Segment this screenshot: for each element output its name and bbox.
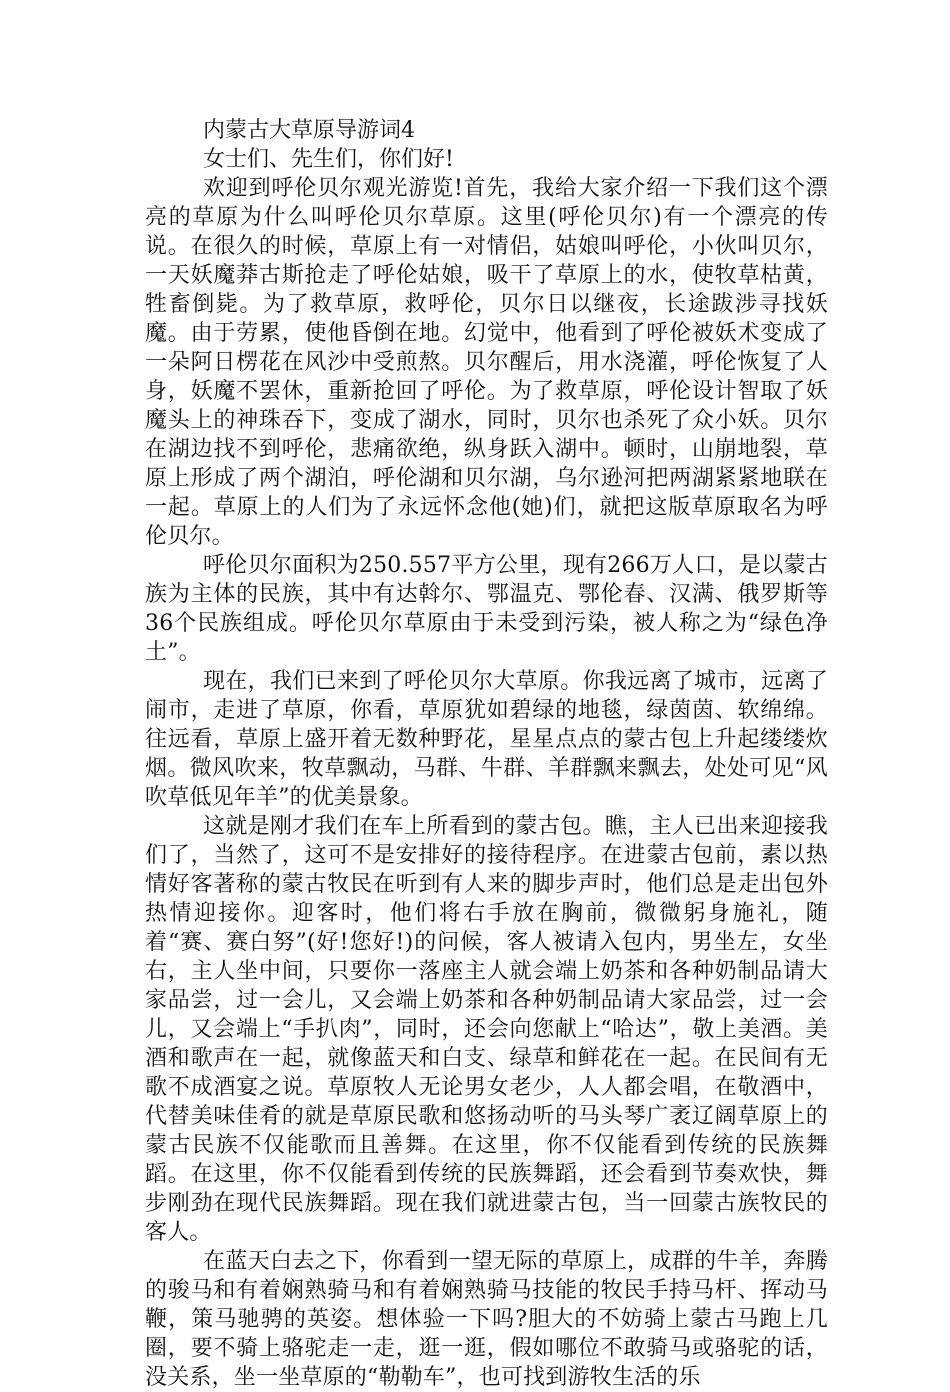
document-page bbox=[145, 116, 828, 1392]
paragraph-area-population: 呼伦贝尔面积为250.557平方公里，现有266万人口，是以蒙古族为主体的民族，其中有达斡尔、鄂温克、鄂伦春、汉满、俄罗斯等36个民族组成。呼伦贝尔草原由于未受到污染，被人称之为“绿色净土”。 bbox=[145, 553, 828, 665]
paragraph-yurt-welcome: 这就是刚才我们在车上所看到的蒙古包。瞧，主人已出来迎接我们了，当然了，这可不是安排好的接待程序。在进蒙古包前，素以热情好客著称的蒙古牧民在听到有人来的脚步声时，他们总是走出包外热情迎接你。迎客时，他们将右手放在胸前，微微躬身施礼，随着“赛、赛白努”(好!您好!)的问候，客人被请入包内，男坐左，女坐右，主人坐中间，只要你一落座主人就会端上奶茶和各种奶制品请大家品尝，过一会儿，又会端上奶茶和各种奶制品请大家品尝，过一会儿，又会端上“手扒肉”，同时，还会向您献上“哈达”，敬上美酒。美酒和歌声在一起，就像蓝天和白支、绿草和鲜花在一起。在民间有无歌不成酒宴之说。草原牧人无论男女老少，人人都会唱，在敬酒中，代替美味佳肴的就是草原民歌和悠扬动听的马头琴广袤辽阔草原上的蒙古民族不仅能歌而且善舞。在这里，你不仅能看到传统的民族舞蹈。在这里，你不仅能看到传统的民族舞蹈，还会看到节奏欢快，舞步刚劲在现代民族舞蹈。现在我们就进蒙古包，当一回蒙古族牧民的客人。 bbox=[145, 814, 828, 1245]
paragraph-horse-riding: 在蓝天白去之下，你看到一望无际的草原上，成群的牛羊，奔腾的骏马和有着娴熟骑马和有着娴熟骑马技能的牧民手持马杆、挥动马鞭，策马驰骋的英姿。想体验一下吗?胆大的不妨骑上蒙古马跑上几圈，要不骑上骆驼走一走，逛一逛，假如哪位不敢骑马或骆驼的话，没关系，坐一坐草原的“勒勒车”，也可找到游牧生活的乐 bbox=[145, 1249, 828, 1390]
document-title: 内蒙古大草原导游词4 bbox=[203, 118, 415, 143]
paragraph-grassland-view: 现在，我们已来到了呼伦贝尔大草原。你我远离了城市，远离了闹市，走进了草原，你看，草原犹如碧绿的地毯，绿茵茵、软绵绵。往远看，草原上盛开着无数种野花，星星点点的蒙古包上升起缕缕炊烟。微风吹来，牧草飘动，马群、牛群、羊群飘来飘去，处处可见“风吹草低见年羊”的优美景象。 bbox=[145, 669, 828, 810]
paragraph-legend: 欢迎到呼伦贝尔观光游览!首先，我给大家介绍一下我们这个漂亮的草原为什么叫呼伦贝尔草原。这里(呼伦贝尔)有一个漂亮的传说。在很久的时候，草原上有一对情侣，姑娘叫呼伦，小伙叫贝尔，一天妖魔莽古斯抢走了呼伦姑娘，吸干了草原上的水，使牧草枯黄，牲畜倒毙。为了救草原，救呼伦，贝尔日以继夜，长途跋涉寻找妖魔。由于劳累，使他昏倒在地。幻觉中，他看到了呼伦被妖术变成了一朵阿日楞花在风沙中受煎熬。贝尔醒后，用水浇灌，呼伦恢复了人身，妖魔不罢休，重新抢回了呼伦。为了救草原，呼伦设计智取了妖魔头上的神珠吞下，变成了湖水，同时，贝尔也杀死了众小妖。贝尔在湖边找不到呼伦，悲痛欲绝，纵身跃入湖中。顿时，山崩地裂，草原上形成了两个湖泊，呼伦湖和贝尔湖，乌尔逊河把两湖紧紧地联在一起。草原上的人们为了永远怀念他(她)们，就把这版草原取名为呼伦贝尔。 bbox=[145, 176, 828, 549]
greeting-line: 女士们、先生们，你们好! bbox=[203, 147, 454, 172]
